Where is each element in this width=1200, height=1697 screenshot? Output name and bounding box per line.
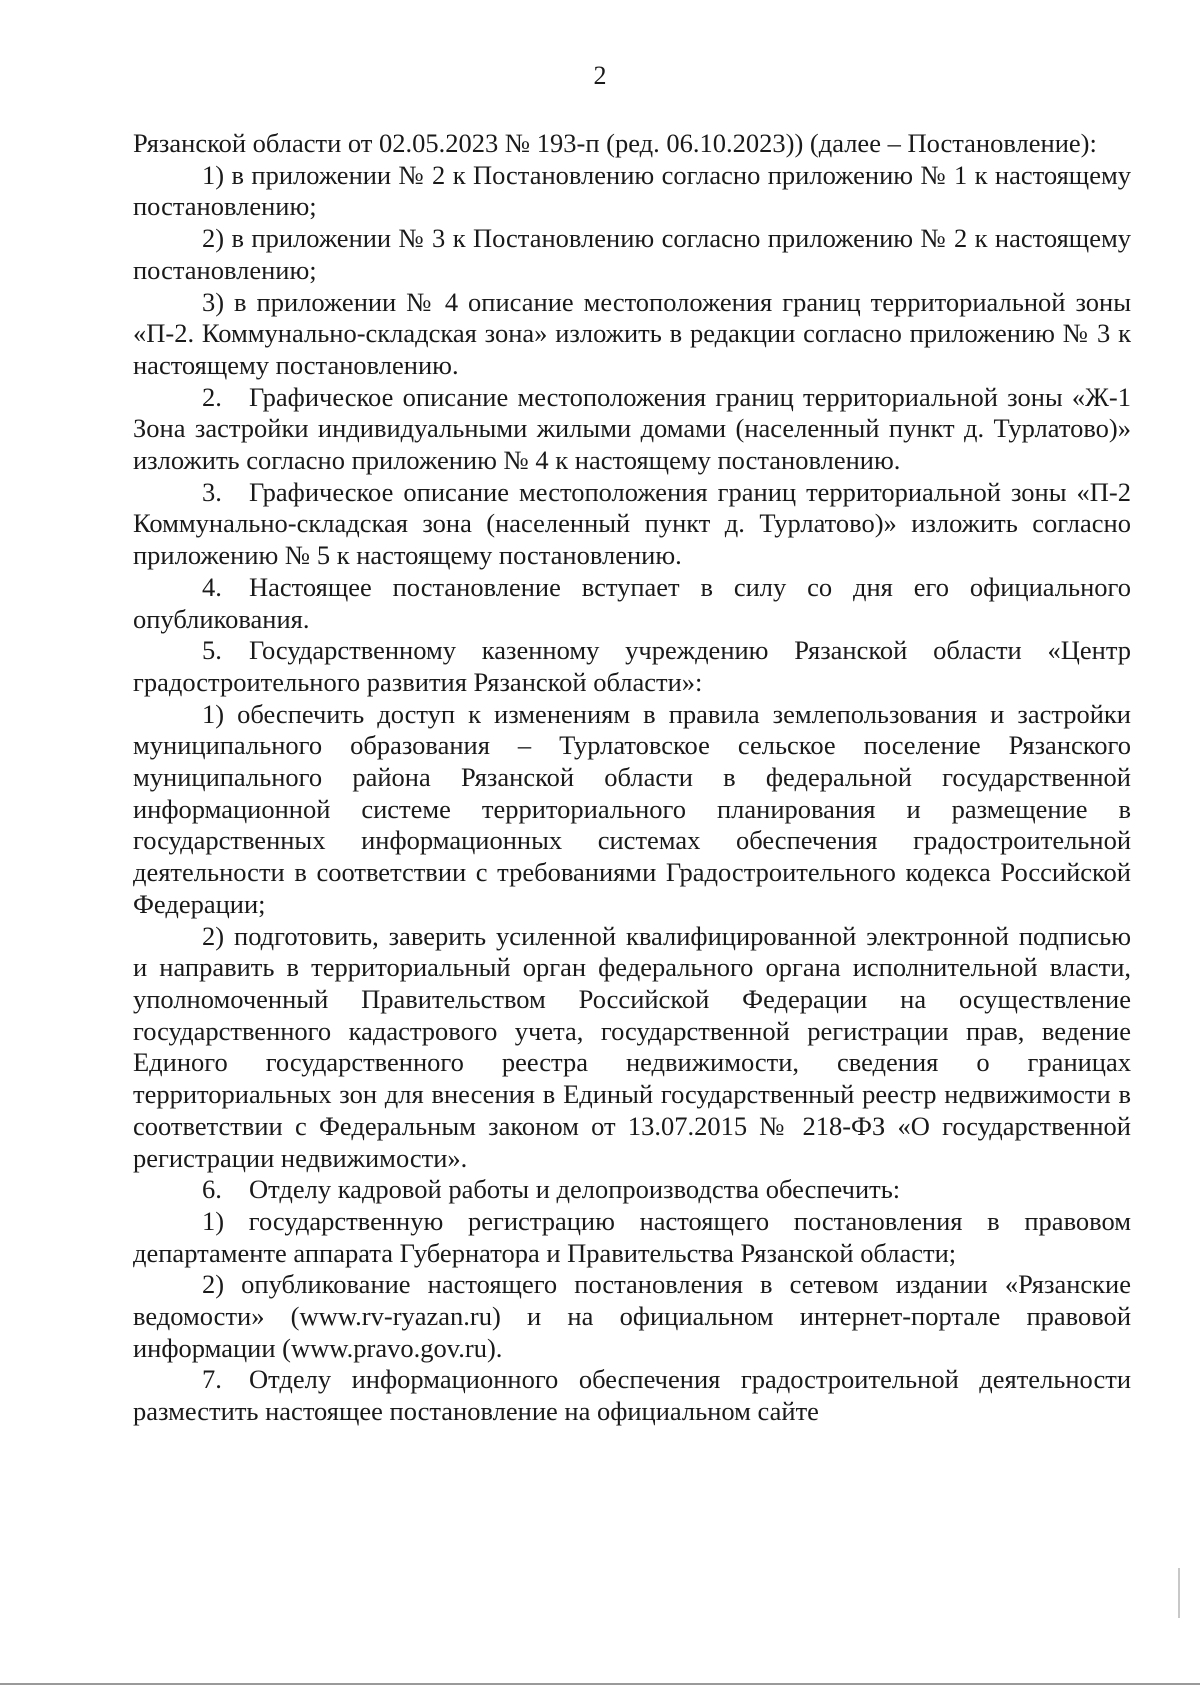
paragraph-text: 2) в приложении № 3 к Постановлению согласно приложению № 2 к настоящему постановлению; [133, 223, 1131, 285]
paragraph-number: 7. [202, 1364, 222, 1395]
paragraph [133, 699, 1131, 921]
paragraph [133, 160, 1131, 223]
paragraph [133, 477, 1131, 572]
paragraph-text: Государственному казенному учреждению Рязанской области «Центр градостроительного развития Рязанской области»: [133, 635, 1131, 697]
paragraph-text: 2) подготовить, заверить усиленной квалифицированной электронной подписью и направить в территориальный орган федерального органа исполнительной власти, уполномоченный Правительством Российской Федерации на осуществление государственного кадастрового учета, государственной регистрации прав, ведение Единого государственного реестра недвижимости, сведения о границах территориальных зон для внесения в Единый государственный реестр недвижимости в соответствии с Федеральным законом от 13.07.2015 № 218-ФЗ «О государственной регистрации недвижимости». [133, 920, 1131, 1173]
paragraph-text: 1) в приложении № 2 к Постановлению согласно приложению № 1 к настоящему постановлению; [133, 159, 1131, 222]
paragraph-number: 3. [202, 476, 222, 507]
paragraph-text: Отделу кадровой работы и делопроизводства обеспечить: [249, 1174, 901, 1205]
paragraph [133, 128, 1131, 160]
paragraph [133, 1269, 1131, 1364]
paragraph [133, 572, 1131, 635]
paragraph-number: 6. [202, 1174, 222, 1205]
scan-edge-bottom [0, 1683, 1200, 1685]
paragraph-text: Графическое описание местоположения границ территориальной зоны «Ж-1 Зона застройки индивидуальными жилыми домами (населенный пункт д. Турлатово)» изложить согласно приложению № 4 к настоящему постановлению. [133, 381, 1131, 476]
paragraph-text: 3) в приложении № 4 описание местоположения границ территориальной зоны «П-2. Коммунально-складская зона» изложить в редакции согласно приложению № 3 к настоящему постановлению. [133, 286, 1131, 380]
paragraph-text: Графическое описание местоположения границ территориальной зоны «П-2 Коммунально-складская зона (населенный пункт д. Турлатово)» изложить согласно приложению № 5 к настоящему постановлению. [133, 476, 1131, 571]
paragraph-text: 2) опубликование настоящего постановления в сетевом издании «Рязанские ведомости» (www.rv-ryazan.ru) и на официальном интернет-портале правовой информации (www.pravo.gov.ru). [133, 1269, 1131, 1363]
page-number: 2 [593, 61, 607, 90]
paragraph-text: 1) государственную регистрацию настоящего постановления в правовом департаменте аппарата Губернатора и Правительства Рязанской области; [133, 1205, 1131, 1268]
paragraph-number: 2. [202, 381, 222, 412]
paragraph [133, 1206, 1131, 1269]
paragraph-text: Рязанской области от 02.05.2023 № 193-п (ред. 06.10.2023)) (далее – Постановление): [133, 128, 1097, 158]
paragraph-number: 4. [202, 571, 222, 602]
paragraph [133, 1174, 1131, 1206]
paragraph-text: 1) обеспечить доступ к изменениям в правила землепользования и застройки муниципального образования – Турлатовское сельское поселение Рязанского муниципального района Рязанской области в федеральной государственной информационной системе территориального планирования и размещение в государственных информационных системах обеспечения градостроительной деятельности в соответствии с требованиями Градостроительного кодекса Российской Федерации; [133, 698, 1131, 919]
paragraph [133, 287, 1131, 382]
paragraph [133, 635, 1131, 698]
scan-edge-right [1178, 1568, 1180, 1618]
paragraph-text: Настоящее постановление вступает в силу со дня его официального опубликования. [133, 571, 1131, 634]
paragraph [133, 921, 1131, 1175]
paragraph [133, 382, 1131, 477]
paragraph [133, 223, 1131, 286]
paragraph-text: Отделу информационного обеспечения градостроительной деятельности разместить настоящее постановление на официальном сайте [133, 1364, 1131, 1427]
document-body [133, 128, 1131, 1428]
paragraph-number: 5. [202, 635, 222, 666]
paragraph [133, 1364, 1131, 1427]
